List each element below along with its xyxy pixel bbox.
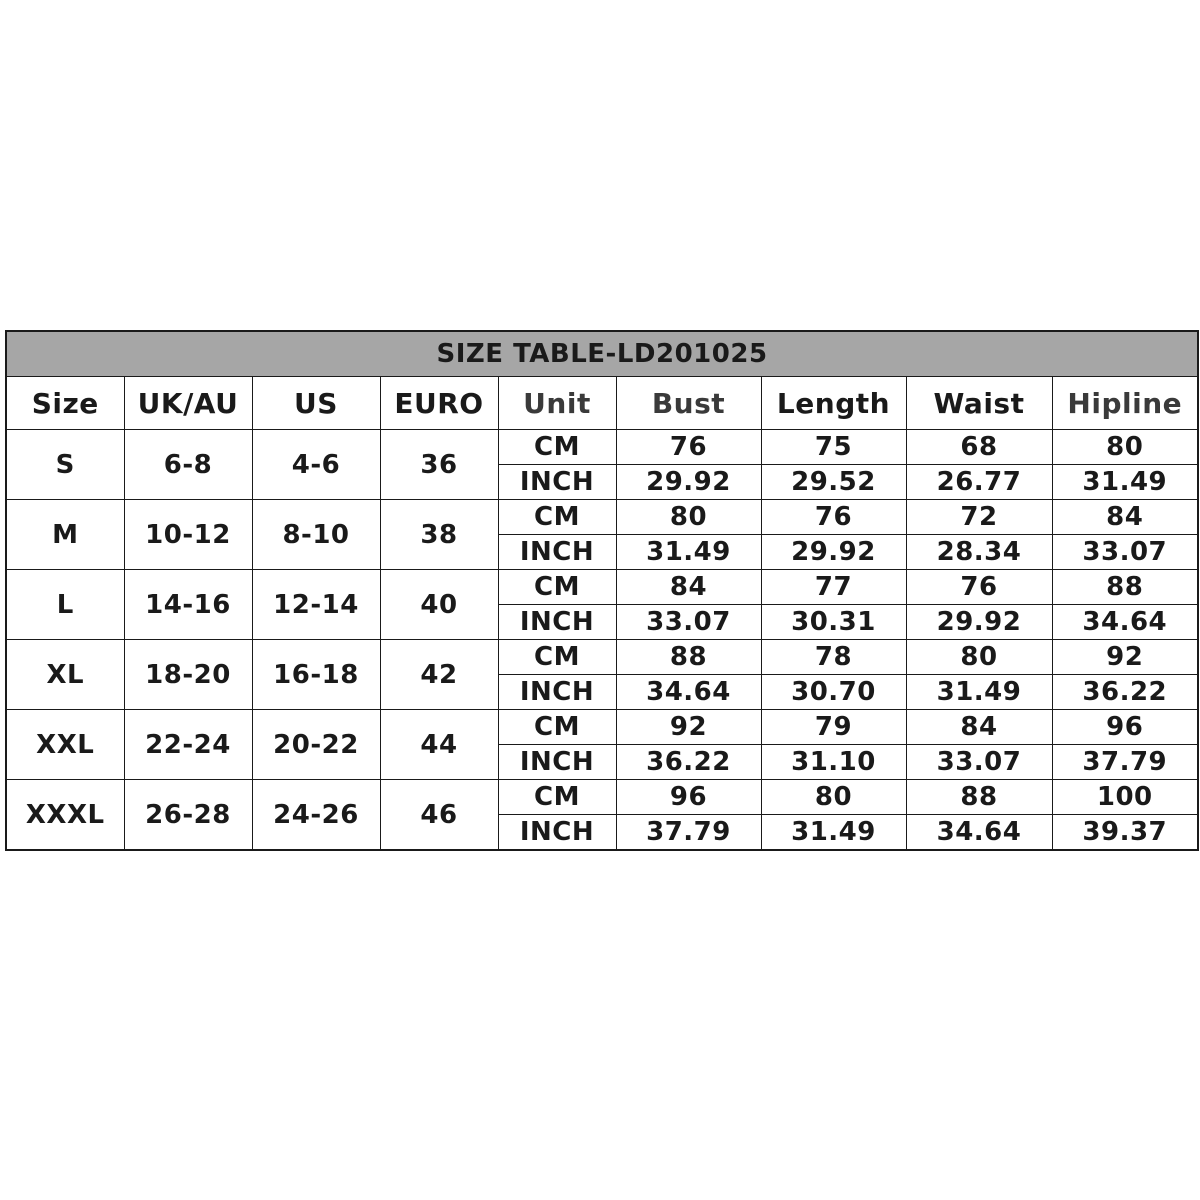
cell-us: 16-18 [252, 640, 380, 710]
cell-euro: 46 [380, 780, 498, 851]
header-unit: Unit [498, 377, 616, 430]
header-hipline: Hipline [1052, 377, 1198, 430]
cell-inch-hipline: 36.22 [1052, 675, 1198, 710]
cell-uk-au: 14-16 [124, 570, 252, 640]
table-row-cm [6, 780, 1198, 815]
cell-cm-unit: CM [498, 780, 616, 815]
cell-cm-bust: 96 [616, 780, 761, 815]
cell-us: 8-10 [252, 500, 380, 570]
cell-euro: 44 [380, 710, 498, 780]
cell-cm-waist: 84 [906, 710, 1052, 745]
cell-uk-au: 22-24 [124, 710, 252, 780]
cell-inch-hipline: 33.07 [1052, 535, 1198, 570]
table-row-cm [6, 500, 1198, 535]
cell-cm-unit: CM [498, 500, 616, 535]
cell-cm-waist: 80 [906, 640, 1052, 675]
header-uk-au: UK/AU [124, 377, 252, 430]
cell-cm-hipline: 88 [1052, 570, 1198, 605]
table-row-cm [6, 570, 1198, 605]
cell-uk-au: 10-12 [124, 500, 252, 570]
cell-cm-unit: CM [498, 430, 616, 465]
cell-inch-unit: INCH [498, 535, 616, 570]
cell-inch-bust: 36.22 [616, 745, 761, 780]
cell-uk-au: 18-20 [124, 640, 252, 710]
cell-size: XL [6, 640, 124, 710]
cell-us: 4-6 [252, 430, 380, 500]
cell-inch-length: 29.92 [761, 535, 906, 570]
cell-inch-length: 30.70 [761, 675, 906, 710]
cell-cm-length: 77 [761, 570, 906, 605]
cell-cm-hipline: 100 [1052, 780, 1198, 815]
header-length: Length [761, 377, 906, 430]
cell-inch-unit: INCH [498, 815, 616, 851]
cell-uk-au: 6-8 [124, 430, 252, 500]
cell-inch-bust: 29.92 [616, 465, 761, 500]
cell-cm-waist: 76 [906, 570, 1052, 605]
cell-inch-bust: 34.64 [616, 675, 761, 710]
cell-inch-hipline: 31.49 [1052, 465, 1198, 500]
cell-cm-bust: 92 [616, 710, 761, 745]
cell-inch-waist: 26.77 [906, 465, 1052, 500]
cell-us: 12-14 [252, 570, 380, 640]
cell-cm-length: 79 [761, 710, 906, 745]
cell-inch-hipline: 39.37 [1052, 815, 1198, 851]
cell-cm-length: 80 [761, 780, 906, 815]
cell-inch-unit: INCH [498, 465, 616, 500]
cell-inch-length: 30.31 [761, 605, 906, 640]
cell-inch-length: 31.49 [761, 815, 906, 851]
header-waist: Waist [906, 377, 1052, 430]
cell-us: 20-22 [252, 710, 380, 780]
cell-cm-bust: 88 [616, 640, 761, 675]
cell-euro: 36 [380, 430, 498, 500]
cell-inch-unit: INCH [498, 745, 616, 780]
cell-inch-unit: INCH [498, 605, 616, 640]
cell-inch-waist: 29.92 [906, 605, 1052, 640]
cell-inch-waist: 28.34 [906, 535, 1052, 570]
cell-inch-bust: 33.07 [616, 605, 761, 640]
cell-inch-length: 31.10 [761, 745, 906, 780]
table-title: SIZE TABLE-LD201025 [6, 331, 1198, 377]
cell-uk-au: 26-28 [124, 780, 252, 851]
table-row-cm [6, 430, 1198, 465]
cell-inch-hipline: 37.79 [1052, 745, 1198, 780]
cell-inch-bust: 31.49 [616, 535, 761, 570]
cell-cm-hipline: 84 [1052, 500, 1198, 535]
cell-inch-waist: 33.07 [906, 745, 1052, 780]
cell-cm-length: 75 [761, 430, 906, 465]
table-body [6, 430, 1198, 851]
cell-euro: 42 [380, 640, 498, 710]
cell-size: L [6, 570, 124, 640]
cell-inch-bust: 37.79 [616, 815, 761, 851]
cell-cm-unit: CM [498, 570, 616, 605]
cell-size: S [6, 430, 124, 500]
size-table [5, 330, 1199, 851]
cell-size: M [6, 500, 124, 570]
header-bust: Bust [616, 377, 761, 430]
cell-inch-length: 29.52 [761, 465, 906, 500]
cell-cm-waist: 72 [906, 500, 1052, 535]
header-size: Size [6, 377, 124, 430]
header-row [6, 377, 1198, 430]
cell-inch-waist: 34.64 [906, 815, 1052, 851]
cell-cm-waist: 68 [906, 430, 1052, 465]
cell-inch-hipline: 34.64 [1052, 605, 1198, 640]
cell-cm-hipline: 92 [1052, 640, 1198, 675]
cell-euro: 38 [380, 500, 498, 570]
cell-cm-bust: 84 [616, 570, 761, 605]
cell-cm-hipline: 96 [1052, 710, 1198, 745]
cell-cm-bust: 76 [616, 430, 761, 465]
cell-us: 24-26 [252, 780, 380, 851]
cell-cm-unit: CM [498, 640, 616, 675]
cell-inch-unit: INCH [498, 675, 616, 710]
cell-cm-bust: 80 [616, 500, 761, 535]
cell-cm-unit: CM [498, 710, 616, 745]
cell-size: XXL [6, 710, 124, 780]
table-row-cm [6, 640, 1198, 675]
table-row-cm [6, 710, 1198, 745]
cell-cm-hipline: 80 [1052, 430, 1198, 465]
cell-cm-waist: 88 [906, 780, 1052, 815]
cell-cm-length: 76 [761, 500, 906, 535]
cell-euro: 40 [380, 570, 498, 640]
cell-inch-waist: 31.49 [906, 675, 1052, 710]
cell-cm-length: 78 [761, 640, 906, 675]
cell-size: XXXL [6, 780, 124, 851]
header-us: US [252, 377, 380, 430]
header-euro: EURO [380, 377, 498, 430]
